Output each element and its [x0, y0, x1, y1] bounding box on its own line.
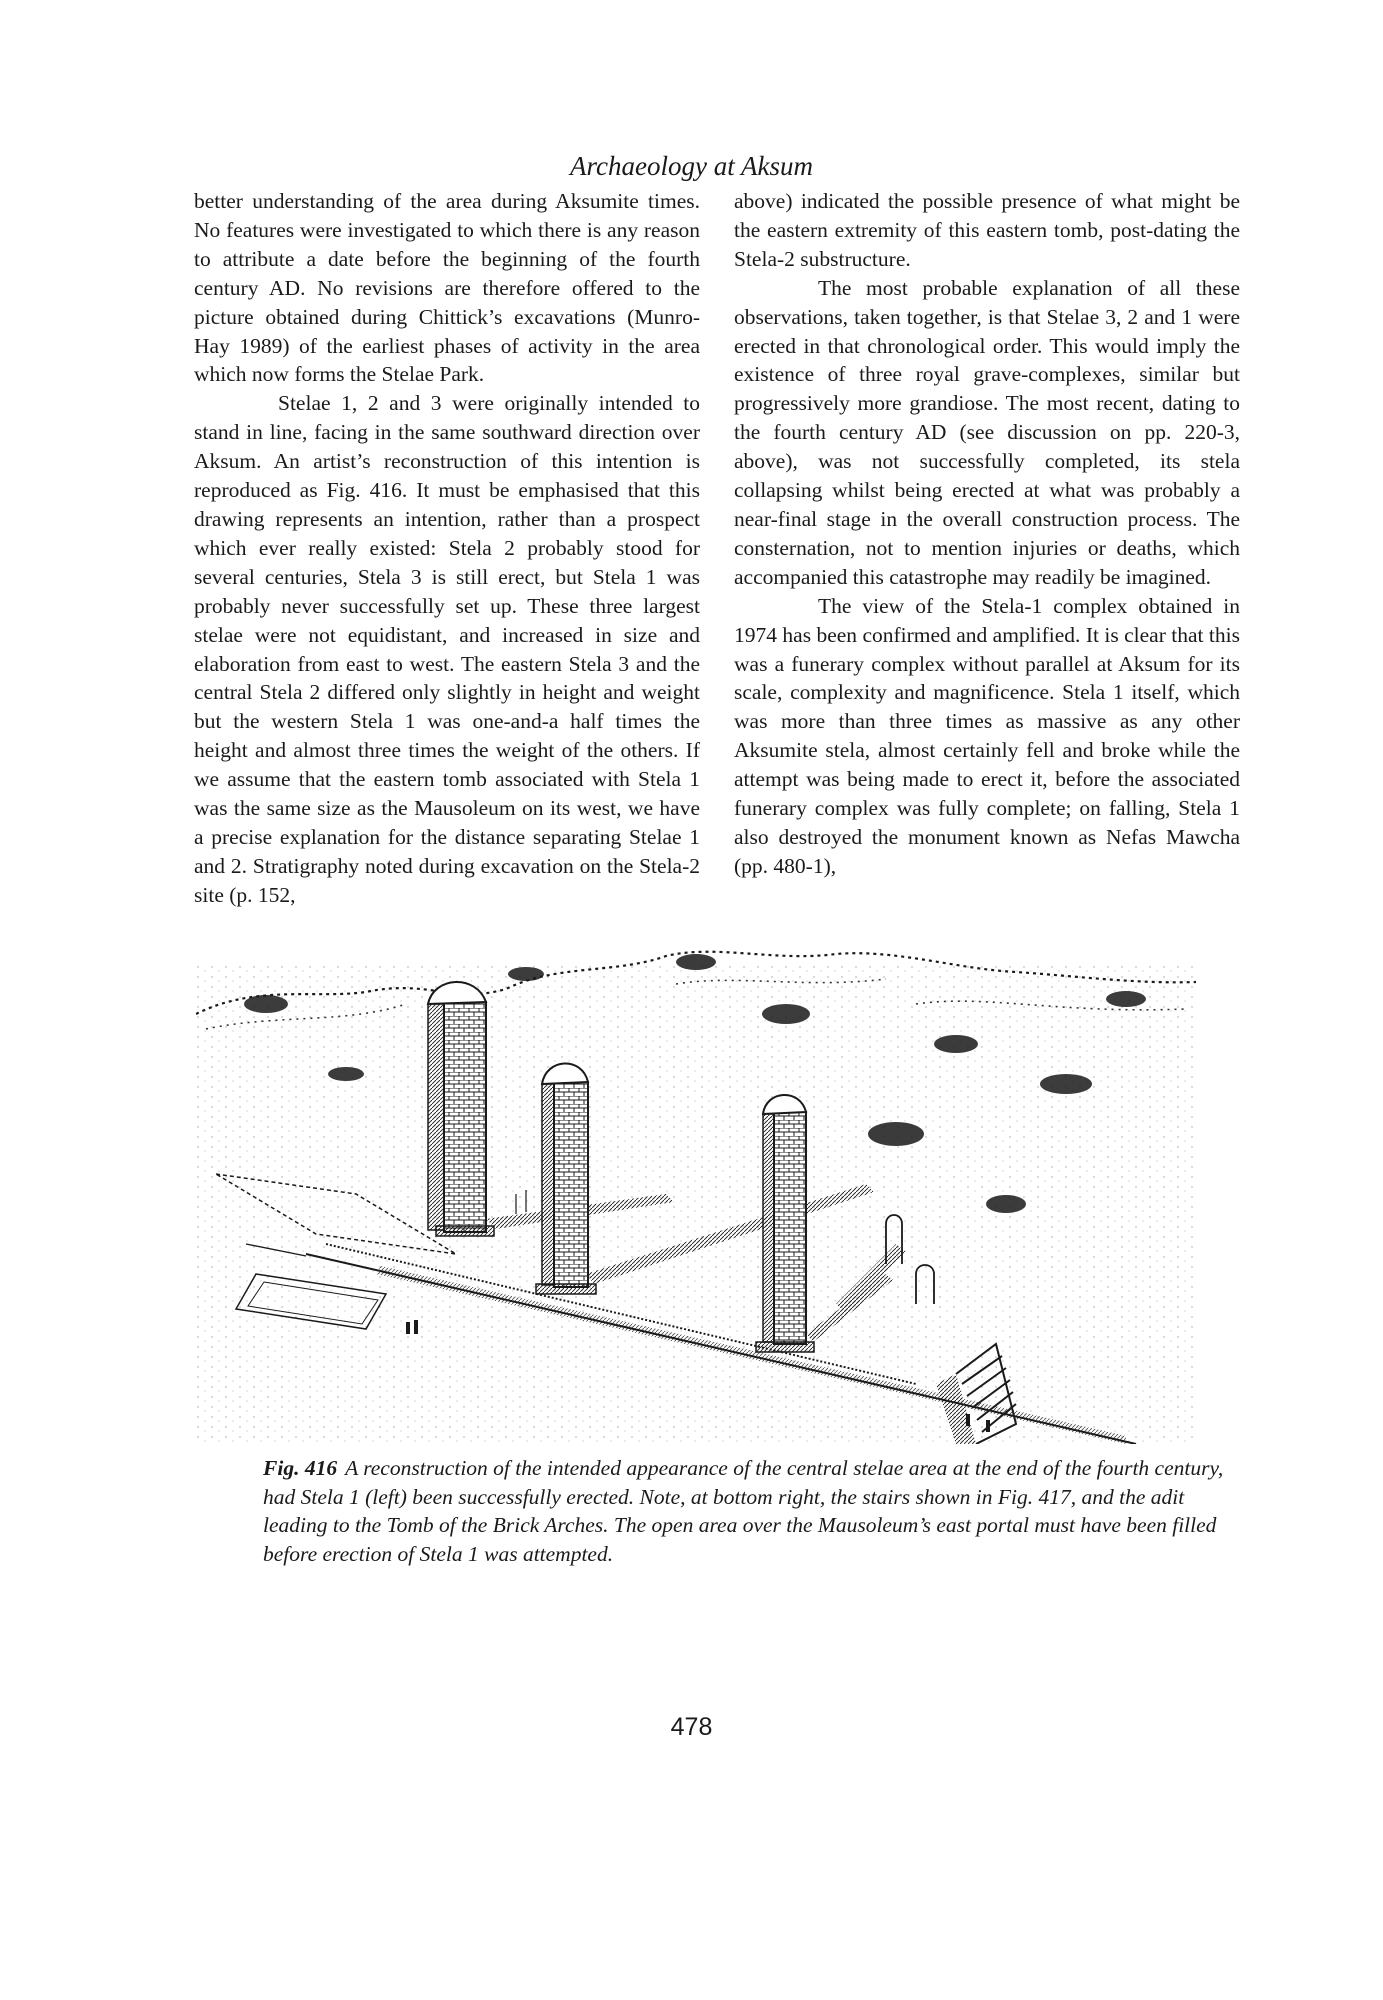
running-title: Archaeology at Aksum [570, 151, 813, 181]
figure-caption-text: A reconstruction of the intended appearance of the central stelae area at the end of the fourth century, had Stela 1 (left) been successfully erected. Note, at bottom right, the stairs shown in Fig. 417, and the adit leading to the Tomb of the Brick Arches. The open area over the Mausoleum’s east portal must have been filled before erection of Stela 1 was attempted. [263, 1456, 1224, 1566]
stela-2 [536, 1063, 596, 1294]
left-paragraph-1: better understanding of the area during Aksumite times. No features were investigated to which there is any reason to attribute a date before the beginning of the fourth century AD. No revisions are therefore offered to the picture obtained during Chittick’s excavations (Munro-Hay 1989) of the earliest phases of activity in the area which now forms the Stelae Park. [194, 189, 700, 387]
figure-caption [263, 1454, 1253, 1568]
figure-number: Fig. 416 [263, 1456, 338, 1480]
left-paragraph-2: Stelae 1, 2 and 3 were originally intended to stand in line, facing in the same southward direction over Aksum. An artist’s reconstruction of this intention is reproduced as Fig. 416. It must be emphasised that this drawing represents an intention, rather than a prospect which ever really existed: Stela 2 probably stood for several centuries, Stela 3 is still erect, but Stela 1 was probably never successfully set up. These three largest stelae were not equidistant, and increased in size and elaboration from east to west. The eastern Stela 3 and the central Stela 2 differed only slightly in height and weight but the western Stela 1 was one-and-a half times the height and almost three times the weight of the others. If we assume that the eastern tomb associated with Stela 1 was the same size as the Mausoleum on its west, we have a precise explanation for the distance separating Stelae 1 and 2. Stratigraphy noted during excavation on the Stela-2 site (p. 152, [194, 391, 700, 907]
right-paragraph-1: above) indicated the possible presence of what might be the eastern extremity of this eastern tomb, post-dating the Stela-2 substructure. [734, 189, 1240, 271]
stelae-reconstruction-illustration [196, 944, 1196, 1444]
right-paragraph-3: The view of the Stela-1 complex obtained in 1974 has been confirmed and amplified. It is clear that this was a funerary complex without parallel at Aksum for its scale, complexity and magnificence. Stela 1 itself, which was more than three times as massive as any other Aksumite stela, almost certainly fell and broke while the attempt was being made to erect it, before the associated funerary complex was fully complete; on falling, Stela 1 also destroyed the monument known as Nefas Mawcha (pp. 480-1), [734, 593, 1240, 878]
right-column [734, 187, 1240, 881]
left-column [194, 187, 700, 910]
stela-1 [428, 982, 494, 1236]
right-paragraph-2: The most probable explanation of all these observations, taken together, is that Stelae 3, 2 and 1 were erected in that chronological order. This would imply the existence of three royal grave-complexes, similar but progressively more grandiose. The most recent, dating to the fourth century AD (see discussion on pp. 220-3, above), was not successfully completed, its stela collapsing whilst being erected at what was probably a near-final stage in the overall construction process. The consternation, not to mention injuries or deaths, which accompanied this catastrophe may readily be imagined. [734, 275, 1240, 589]
page-number: 478 [670, 1713, 713, 1741]
stela-3 [756, 1095, 814, 1352]
